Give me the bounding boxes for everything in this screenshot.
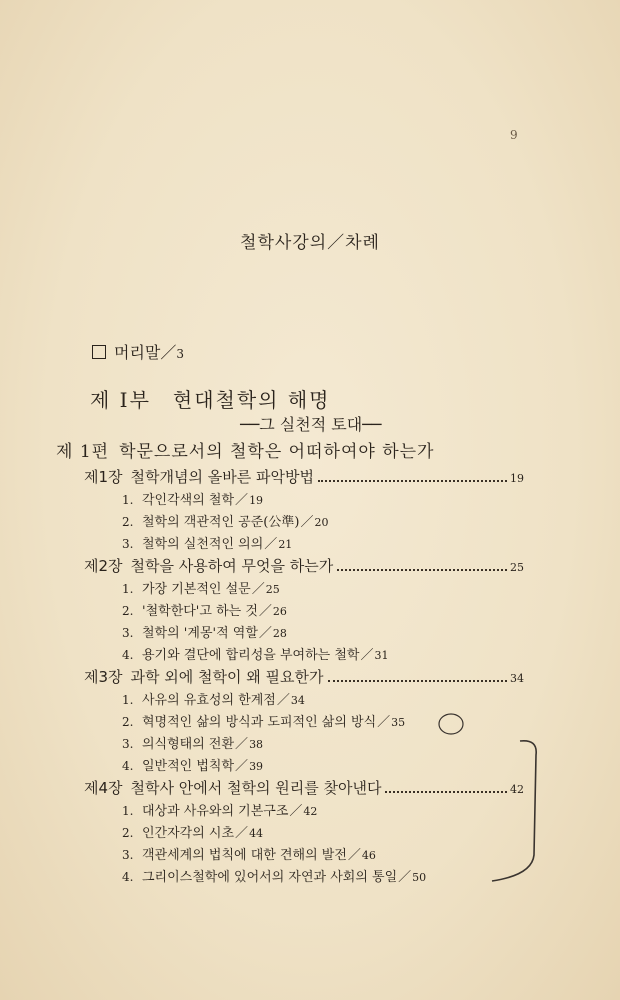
subsection-number: 1. [122,693,134,707]
subsection-page: 34 [290,694,305,707]
chapter-entry [84,777,524,800]
subsection-entry: 3. 철학의 '계몽'적 역할 ／ 28 [84,622,524,644]
subsection-page: 35 [391,716,406,729]
chapter-page: 34 [510,672,524,685]
subsection-page: 42 [303,805,318,818]
subsection-title: 사유의 유효성의 한계점 [142,693,276,708]
section-heading [56,437,434,462]
subsection-title: 객관세계의 법칙에 대한 견해의 발전 [142,848,347,863]
subsection-number: 4. [122,648,134,662]
subsection-page: 25 [265,583,280,596]
subsection-page: 20 [314,516,329,529]
subsection-number: 3. [122,737,134,751]
subsection-title: 일반적인 법칙학 [142,759,235,774]
subsection-number: 3. [122,537,134,551]
chapter-title: 철학개념의 올바른 파악방법 [130,468,314,486]
subsection-entry: 3. 객관세계의 법칙에 대한 견해의 발전 ／ 46 [84,844,524,866]
subsection-number: 4. [122,870,134,884]
part-subtitle: ──그 실천적 토대── [240,415,382,434]
chapter-number: 제2장 [84,557,123,575]
subsection-number: 2. [122,715,134,729]
chapter-page: 42 [510,783,524,796]
subsection-entry: 4. 용기와 결단에 합리성을 부여하는 철학 ／ 31 [84,644,524,666]
chapter-entry [84,555,524,578]
chapter-entry [84,466,524,489]
subsection-number: 2. [122,604,134,618]
subsection-entry: 3. 의식형태의 전환 ／ 38 [84,733,524,755]
subsection-title: 철학의 객관적인 공준(公準) [142,515,300,530]
chapter-title: 철학사 안에서 철학의 원리를 찾아낸다 [130,779,382,797]
preface-page: 3 [176,347,185,361]
subsection-number: 2. [122,826,134,840]
subsection-number: 3. [122,626,134,640]
chapter-page: 19 [510,472,524,485]
subsection-title: 가장 기본적인 설문 [142,582,251,597]
chapter-number: 제1장 [84,468,123,486]
subsection-entry: 1. 대상과 사유와의 기본구조 ／ 42 [84,800,524,822]
subsection-page: 21 [278,538,293,551]
page-number: 9 [510,128,518,142]
leader-dots [337,569,507,571]
part-prefix: 제 Ⅰ부 [90,388,151,412]
toc-list [84,466,524,888]
subsection-page: 38 [249,738,264,751]
subsection-entry: 2. 철학의 객관적인 공준(公準) ／ 20 [84,511,524,533]
section-title: 학문으로서의 철학은 어떠하여야 하는가 [119,442,435,462]
checkbox-square-icon [92,345,106,359]
pencil-circle-mark [437,712,465,736]
chapter-title: 철학을 사용하여 무엇을 하는가 [130,557,334,575]
subsection-title: 혁명적인 삶의 방식과 도피적인 삶의 방식 [142,715,377,730]
leader-dots [328,680,508,682]
chapter-entry [84,666,524,689]
pencil-bracket-mark [480,735,540,885]
preface-label: 머리말 [114,343,161,362]
subsection-page: 28 [272,627,287,640]
leader-dots [318,480,507,482]
subsection-entry: 3. 철학의 실천적인 의의 ／ 21 [84,533,524,555]
subsection-entry: 4. 그리이스철학에 있어서의 자연과 사회의 통일 ／ 50 [84,866,524,888]
subsection-page: 46 [361,849,376,862]
subsection-title: 의식형태의 전환 [142,737,235,752]
subsection-page: 44 [249,827,264,840]
subsection-title: 각인각색의 철학 [142,493,235,508]
preface-entry: 머리말／3 [92,340,184,363]
subsection-number: 3. [122,848,134,862]
toc-title: 철학사강의／차례 [240,233,380,253]
subsection-title: 철학의 실천적인 의의 [142,537,264,552]
subsection-title: '철학한다'고 하는 것 [142,604,258,619]
subsection-page: 26 [272,605,287,618]
subsection-number: 2. [122,515,134,529]
section-prefix: 제 1편 [56,442,110,462]
subsection-entry: 2. 혁명적인 삶의 방식과 도피적인 삶의 방식 ／ 35 [84,711,524,733]
subsection-title: 그리이스철학에 있어서의 자연과 사회의 통일 [142,870,398,885]
chapter-page: 25 [510,561,524,574]
subsection-entry: 2. 인간자각의 시초 ／ 44 [84,822,524,844]
chapter-number: 제3장 [84,668,123,686]
subsection-number: 1. [122,804,134,818]
subsection-title: 철학의 '계몽'적 역할 [142,626,258,641]
subsection-page: 39 [249,760,264,773]
part-title: 현대철학의 해명 [172,388,331,412]
subsection-page: 50 [412,871,427,884]
subsection-entry: 4. 일반적인 법칙학 ／ 39 [84,755,524,777]
subsection-page: 19 [249,494,264,507]
subsection-title: 인간자각의 시초 [142,826,235,841]
subsection-title: 대상과 사유와의 기본구조 [142,804,289,819]
subsection-entry: 1. 가장 기본적인 설문 ／ 25 [84,578,524,600]
part-heading [90,384,331,413]
subsection-title: 용기와 결단에 합리성을 부여하는 철학 [142,648,360,663]
subsection-number: 4. [122,759,134,773]
subsection-number: 1. [122,493,134,507]
subsection-entry: 1. 사유의 유효성의 한계점 ／ 34 [84,689,524,711]
chapter-title: 과학 외에 철학이 왜 필요한가 [130,668,324,686]
subsection-entry: 2. '철학한다'고 하는 것 ／ 26 [84,600,524,622]
subsection-number: 1. [122,582,134,596]
subsection-page: 31 [374,649,389,662]
chapter-number: 제4장 [84,779,123,797]
subsection-entry: 1. 각인각색의 철학 ／ 19 [84,489,524,511]
